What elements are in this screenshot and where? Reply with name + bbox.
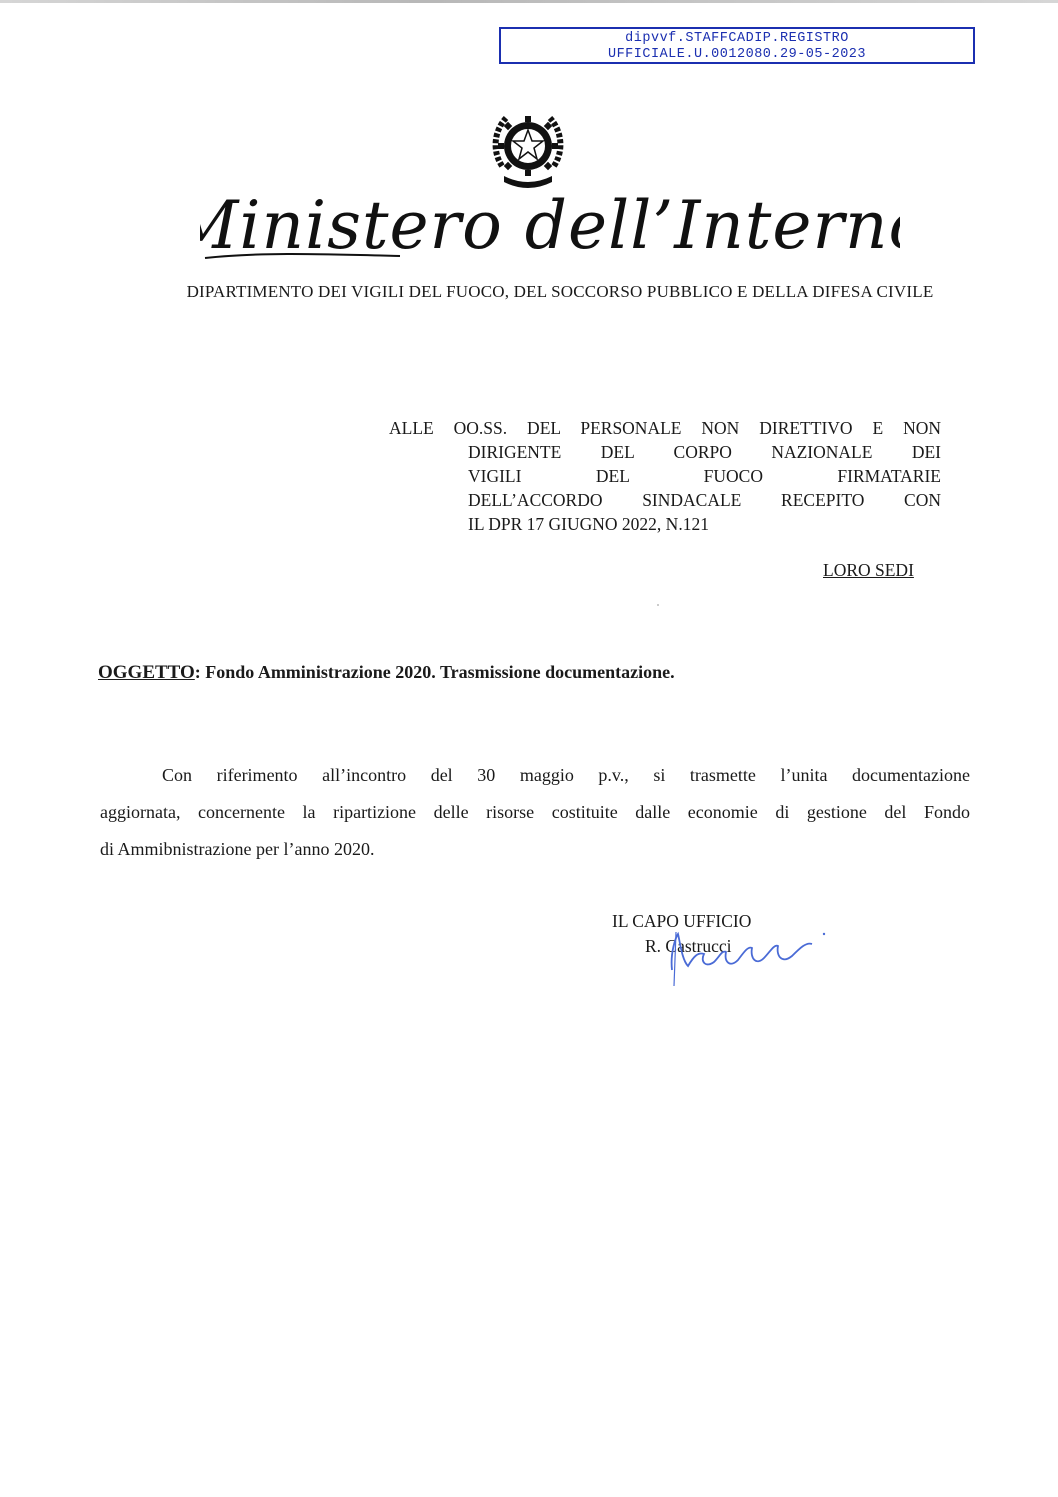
body-line-1: Con riferimento all’incontro del 30 maggio p.v., si trasmette l’unita documentazione [162, 765, 970, 785]
scan-speck [657, 604, 659, 606]
ministry-title [200, 182, 900, 268]
body-line-3: di Ammibnistrazione per l’anno 2020. [100, 839, 375, 859]
letter-body [100, 757, 970, 868]
recipient-address [389, 416, 941, 536]
department-name [0, 282, 1058, 302]
recipient-line-3: VIGILI DEL FUOCO FIRMATARIE [468, 466, 941, 486]
protocol-stamp-line-2: UFFICIALE.U.0012080.29-05-2023 [607, 47, 867, 62]
subject-line [98, 662, 675, 684]
handwritten-signature [660, 912, 840, 992]
subject-text: : Fondo Amministrazione 2020. Trasmissione documentazione. [194, 662, 675, 682]
italian-republic-emblem-icon [488, 106, 568, 192]
subject-label: OGGETTO [98, 662, 195, 683]
signatory-name: R. Castrucci [645, 936, 732, 956]
recipient-closing: LORO SEDI [823, 560, 914, 580]
recipient-line-4: DELL’ACCORDO SINDACALE RECEPITO CON [468, 490, 941, 510]
ministry-title-text: Ministero dell’Interno [200, 187, 900, 264]
protocol-stamp-line-1: dipvvf.STAFFCADIP.REGISTRO [625, 31, 849, 46]
protocol-stamp [499, 27, 975, 64]
scan-edge-line [0, 0, 1058, 3]
recipient-line-5: IL DPR 17 GIUGNO 2022, N.121 [468, 514, 709, 534]
body-line-2: aggiornata, concernente la ripartizione delle risorse costituite dalle economie di gestione del Fondo [100, 802, 970, 822]
recipient-line-2: DIRIGENTE DEL CORPO NAZIONALE DEI [468, 442, 941, 462]
department-text: DIPARTIMENTO DEI VIGILI DEL FUOCO, DEL SOCCORSO PUBBLICO E DELLA DIFESA CIVILE [186, 282, 934, 301]
signatory-role: IL CAPO UFFICIO [612, 911, 752, 931]
recipient-line-1: ALLE OO.SS. DEL PERSONALE NON DIRETTIVO E NON [389, 418, 941, 438]
